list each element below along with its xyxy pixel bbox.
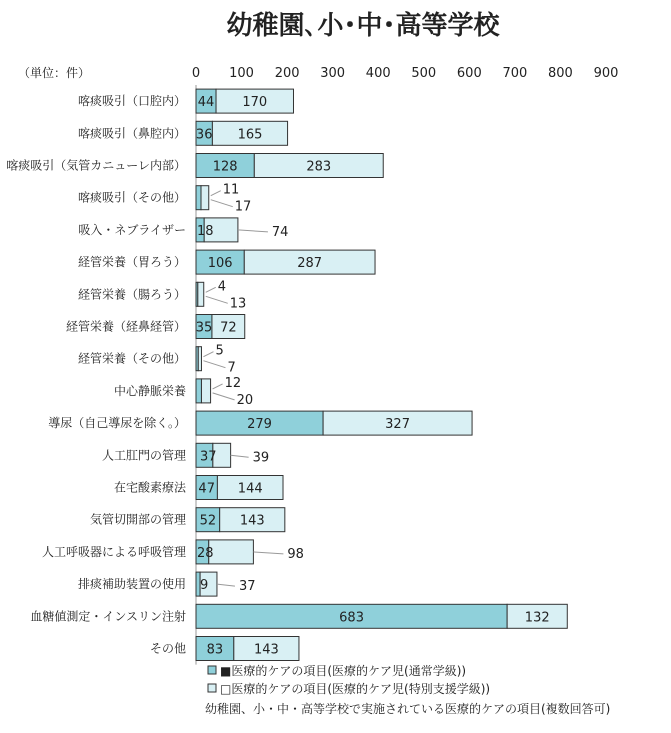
category-label: 導尿（自己導尿を除く。） bbox=[48, 416, 186, 431]
value-label-special-class: 37 bbox=[238, 579, 256, 595]
value-label-special-class: 287 bbox=[297, 256, 323, 272]
leader-line bbox=[203, 352, 213, 357]
bar-regular-class bbox=[196, 186, 201, 210]
value-label-regular-class: 18 bbox=[197, 223, 214, 239]
legend-swatch bbox=[208, 666, 216, 674]
value-label-special-class: 17 bbox=[234, 199, 252, 215]
value-label-regular-class: 683 bbox=[339, 610, 364, 626]
bar-regular-class bbox=[196, 379, 201, 403]
value-label-special-class: 132 bbox=[524, 610, 550, 626]
value-label-special-class: 39 bbox=[252, 450, 270, 466]
leader-line bbox=[213, 393, 235, 400]
value-label-regular-class: 28 bbox=[197, 545, 214, 561]
leader-line bbox=[203, 361, 225, 368]
value-label-special-class: 72 bbox=[220, 320, 237, 336]
category-label: 人工肛門の管理 bbox=[101, 448, 186, 463]
value-label-regular-class: 5 bbox=[215, 343, 224, 359]
x-tick-label: 100 bbox=[229, 66, 254, 81]
legend-swatch bbox=[208, 684, 216, 692]
category-label: 経管栄養（経鼻経管） bbox=[65, 319, 186, 334]
leader-line bbox=[217, 584, 235, 586]
x-tick-label: 500 bbox=[411, 66, 437, 81]
category-label: 排痰補助装置の使用 bbox=[77, 577, 186, 592]
value-label-regular-class: 47 bbox=[198, 481, 215, 497]
value-label-special-class: 143 bbox=[239, 513, 265, 529]
leader-line bbox=[211, 191, 221, 196]
chart-title: 幼稚園､小･中･高等学校 bbox=[226, 11, 500, 41]
chart-caption: 幼稚園、小・中・高等学校で実施されている医療的ケアの項目(複数回答可) bbox=[205, 702, 611, 716]
legend-item-special: □医療的ケアの項目(医療的ケア児(特別支援学級)) bbox=[220, 682, 491, 696]
value-label-special-class: 98 bbox=[287, 546, 304, 562]
category-label: 人工呼吸器による呼吸管理 bbox=[41, 544, 186, 559]
value-label-special-class: 13 bbox=[229, 296, 247, 312]
x-tick-label: 900 bbox=[593, 66, 619, 81]
value-label-regular-class: 279 bbox=[247, 417, 272, 433]
x-tick-label: 600 bbox=[456, 66, 482, 81]
value-label-regular-class: 128 bbox=[212, 159, 238, 175]
category-label: その他 bbox=[149, 641, 186, 656]
x-tick-label: 300 bbox=[320, 66, 346, 81]
value-label-regular-class: 37 bbox=[200, 449, 217, 465]
x-tick-label: 0 bbox=[191, 66, 201, 81]
value-label-regular-class: 4 bbox=[217, 279, 227, 295]
leader-line bbox=[231, 455, 249, 457]
value-label-special-class: 170 bbox=[242, 95, 268, 111]
value-label-regular-class: 83 bbox=[206, 642, 224, 658]
value-label-special-class: 165 bbox=[237, 127, 263, 143]
bar-special-class bbox=[201, 379, 210, 403]
value-label-regular-class: 36 bbox=[195, 127, 213, 143]
leader-line bbox=[211, 200, 233, 207]
value-label-special-class: 283 bbox=[306, 159, 332, 175]
category-label: 吸入・ネブライザー bbox=[78, 222, 186, 237]
value-label-special-class: 7 bbox=[227, 360, 236, 376]
legend-item-regular: ■医療的ケアの項目(医療的ケア児(通常学級)) bbox=[220, 664, 467, 678]
x-tick-label: 700 bbox=[502, 66, 528, 81]
value-label-special-class: 327 bbox=[385, 417, 410, 433]
value-label-regular-class: 11 bbox=[222, 182, 240, 198]
value-label-special-class: 74 bbox=[271, 224, 289, 240]
bar-special-class bbox=[209, 540, 254, 564]
category-label: 喀痰吸引（鼻腔内） bbox=[77, 126, 186, 141]
category-label: 中心静脈栄養 bbox=[113, 383, 186, 398]
value-label-regular-class: 35 bbox=[195, 320, 213, 336]
leader-line bbox=[206, 287, 216, 292]
leader-line bbox=[206, 296, 228, 303]
bar-special-class bbox=[198, 282, 204, 306]
bar-special-class bbox=[198, 347, 201, 371]
unit-label: （単位：件） bbox=[18, 66, 91, 80]
value-label-regular-class: 52 bbox=[199, 513, 217, 529]
value-label-special-class: 20 bbox=[236, 392, 254, 408]
bar-special-class bbox=[201, 186, 209, 210]
category-label: 経管栄養（胃ろう） bbox=[77, 255, 186, 270]
value-label-regular-class: 106 bbox=[207, 256, 233, 272]
x-tick-label: 200 bbox=[274, 66, 300, 81]
x-tick-label: 400 bbox=[365, 66, 391, 81]
value-label-regular-class: 12 bbox=[224, 375, 242, 391]
x-tick-label: 800 bbox=[548, 66, 573, 81]
value-label-regular-class: 44 bbox=[197, 95, 215, 111]
category-label: 在宅酸素療法 bbox=[113, 480, 186, 495]
value-label-regular-class: 9 bbox=[200, 578, 209, 594]
value-label-special-class: 143 bbox=[253, 642, 279, 658]
category-label: 経管栄養（腸ろう） bbox=[77, 287, 186, 302]
category-label: 経管栄養（その他） bbox=[77, 351, 186, 366]
category-label: 気管切開部の管理 bbox=[89, 512, 186, 527]
category-label: 喀痰吸引（気管カニューレ内部） bbox=[6, 158, 186, 173]
category-label: 血糖値測定・インスリン注射 bbox=[30, 609, 186, 624]
leader-line bbox=[253, 552, 283, 554]
category-label: 喀痰吸引（その他） bbox=[77, 190, 186, 205]
leader-line bbox=[238, 230, 268, 232]
value-label-special-class: 144 bbox=[237, 481, 263, 497]
leader-line bbox=[213, 384, 223, 389]
category-label: 喀痰吸引（口腔内） bbox=[77, 94, 186, 109]
